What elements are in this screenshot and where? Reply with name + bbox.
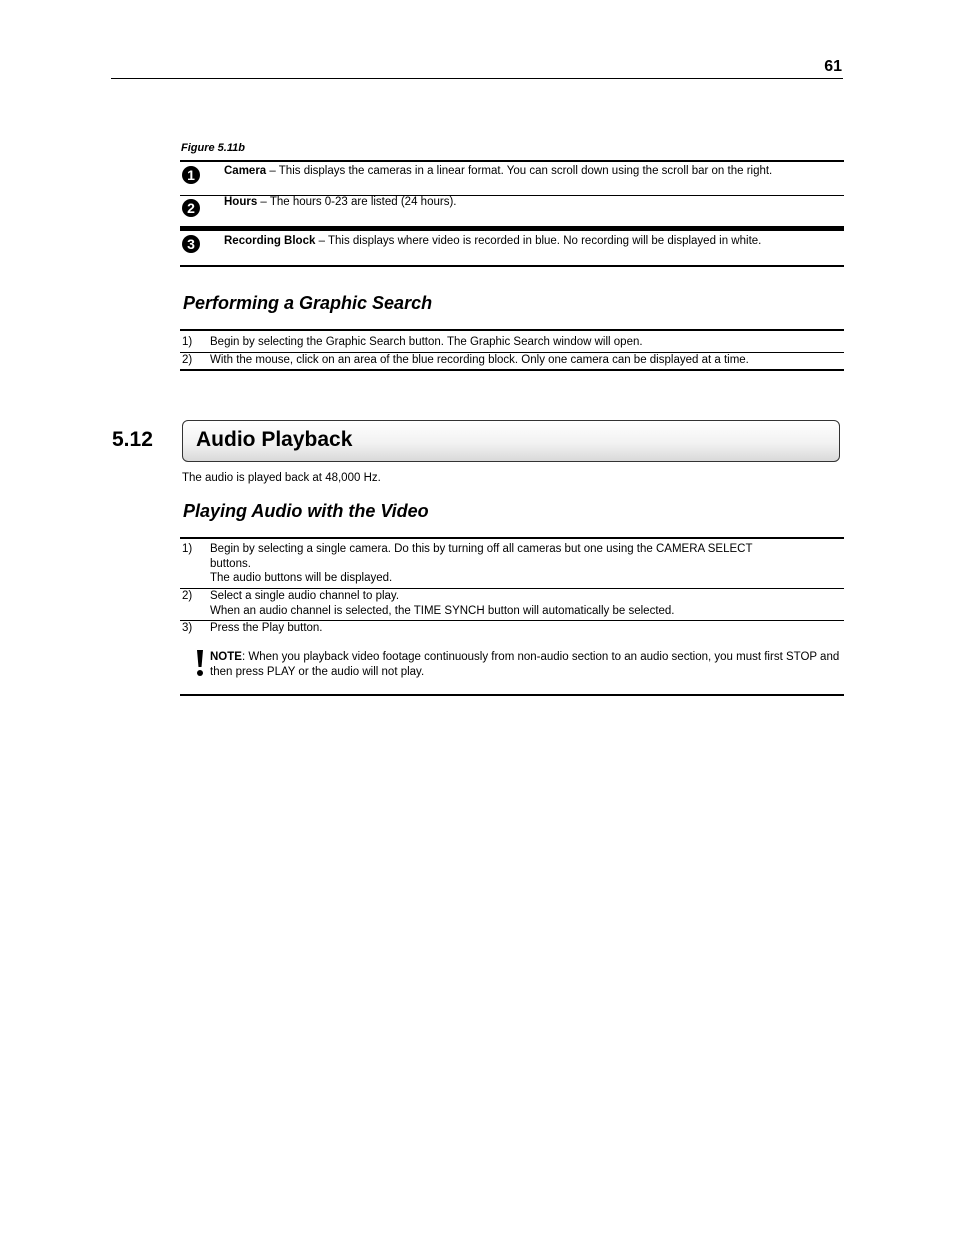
step-text: With the mouse, click on an area of the blue recording block. Only one camera can be displayed at a time. [210, 354, 749, 366]
steps-top-rule [180, 329, 844, 331]
step-line: When an audio channel is selected, the TIME SYNCH button will automatically be selected. [210, 604, 675, 617]
figure-caption: Figure 5.11b [181, 142, 245, 154]
step-number: 1) [182, 336, 193, 348]
step-number: 2) [182, 354, 193, 366]
section-number: 5.12 [112, 428, 153, 451]
step-text [210, 589, 840, 618]
step-text: Begin by selecting the Graphic Search button. The Graphic Search window will open. [210, 336, 643, 348]
steps-top-rule [180, 537, 844, 539]
steps-bottom-rule [180, 694, 844, 696]
step-line: Select a single audio channel to play. [210, 590, 400, 602]
legend-item-hours [224, 196, 834, 208]
legend-bottom-rule [180, 265, 844, 267]
step-line: Press the Play button. [210, 622, 323, 634]
step-text [210, 542, 840, 586]
legend-desc: – The hours 0-23 are listed (24 hours). [257, 196, 457, 208]
step-text [210, 621, 840, 636]
subheading-playing-audio: Playing Audio with the Video [183, 501, 429, 521]
legend-term: Camera [224, 165, 267, 177]
legend-term: Hours [224, 196, 258, 208]
legend-divider [180, 226, 844, 231]
note-body: : When you playback video footage continuously from non-audio section to an audio section, you must first STOP and then press PLAY or the audio will not play. [210, 651, 840, 678]
legend-top-rule [180, 160, 844, 162]
header-rule [111, 78, 843, 79]
legend-item-camera [224, 165, 834, 177]
step-line: buttons. [210, 557, 251, 570]
legend-desc: – This displays the cameras in a linear format. You can scroll down using the scroll bar on the right. [266, 165, 773, 177]
legend-desc: – This displays where video is recorded in blue. No recording will be displayed in white. [315, 235, 762, 247]
section-intro: The audio is played back at 48,000 Hz. [182, 472, 381, 484]
number-1-icon: 1 [182, 166, 200, 184]
subheading-graphic-search: Performing a Graphic Search [183, 293, 433, 313]
warning-exclamation-icon [194, 650, 206, 678]
section-title: Audio Playback [196, 428, 353, 451]
note-label: NOTE [210, 651, 242, 663]
step-number: 3) [182, 622, 193, 634]
page-number: 61 [824, 58, 842, 75]
step-line: The audio buttons will be displayed. [210, 572, 393, 584]
number-3-icon: 3 [182, 235, 200, 253]
note-text [210, 650, 840, 679]
legend-term: Recording Block [224, 235, 316, 247]
step-number: 1) [182, 543, 193, 555]
steps-bottom-rule [180, 369, 844, 371]
step-number: 2) [182, 590, 193, 602]
number-2-icon: 2 [182, 199, 200, 217]
legend-item-recording-block [224, 235, 834, 247]
step-line: Begin by selecting a single camera. Do this by turning off all cameras but one using the CAMERA SELECT [210, 543, 753, 555]
